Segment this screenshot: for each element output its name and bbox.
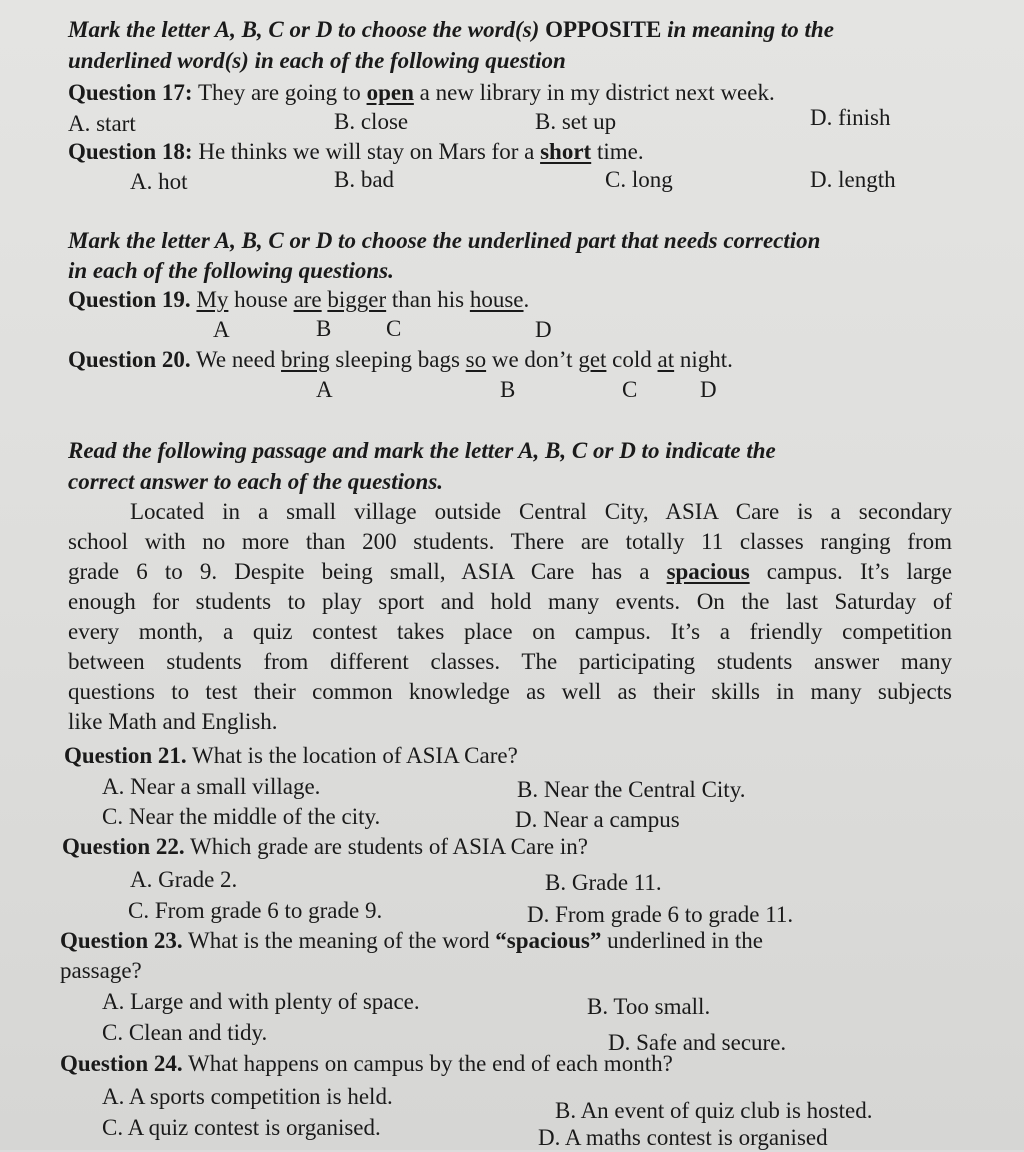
q23-option-c[interactable]: C. Clean and tidy.: [102, 1020, 268, 1045]
section2-instruction-line1: Mark the letter A, B, C or D to choose the underlined part that needs correction: [68, 228, 821, 253]
q17-option-d[interactable]: D. finish: [810, 105, 891, 130]
passage-line: between students from different classes. The participating students answer many: [68, 649, 952, 674]
q22-option-b[interactable]: B. Grade 11.: [545, 870, 662, 895]
q23-option-a[interactable]: A. Large and with plenty of space.: [102, 989, 420, 1014]
question-21: Question 21. What is the location of ASIA Care?: [64, 743, 518, 768]
passage-spacious-word: spacious: [666, 559, 750, 584]
q21-option-a[interactable]: A. Near a small village.: [102, 774, 321, 799]
q18-target-word: short: [540, 139, 592, 164]
question-20: Question 20. We need bring sleeping bags so we don’t get cold at night.: [68, 347, 733, 372]
q24-option-a[interactable]: A. A sports competition is held.: [102, 1084, 393, 1109]
q23-option-b[interactable]: B. Too small.: [587, 994, 711, 1019]
q17-option-a[interactable]: A. start: [68, 111, 136, 136]
q23-option-d[interactable]: D. Safe and secure.: [608, 1030, 787, 1055]
q19-letter-b[interactable]: B: [316, 316, 332, 341]
passage-line: school with no more than 200 students. There are totally 11 classes ranging from: [68, 529, 952, 554]
q24-option-c[interactable]: C. A quiz contest is organised.: [102, 1115, 381, 1140]
q21-option-d[interactable]: D. Near a campus: [515, 807, 680, 832]
reading-passage: [68, 497, 952, 737]
question-19: Question 19. My house are bigger than his house.: [68, 287, 530, 312]
q18-option-b[interactable]: B. bad: [334, 167, 395, 192]
q18-option-c[interactable]: C. long: [605, 167, 673, 192]
section2-instruction-line2: in each of the following questions.: [68, 258, 394, 283]
q20-letter-b[interactable]: B: [500, 377, 516, 402]
q19-part-b: are: [293, 287, 322, 312]
q19-letter-c[interactable]: C: [386, 316, 402, 341]
q18-option-a[interactable]: A. hot: [130, 169, 188, 194]
q17-option-b[interactable]: B. close: [334, 109, 409, 134]
section1-instruction-line1: Mark the letter A, B, C or D to choose the word(s) OPPOSITE in meaning to the: [68, 17, 834, 42]
q19-part-c: bigger: [327, 287, 387, 312]
q20-letter-d[interactable]: D: [700, 377, 717, 402]
q20-part-a: bring: [281, 347, 330, 372]
q20-part-c: get: [578, 347, 607, 372]
q17-option-c[interactable]: B. set up: [535, 109, 617, 134]
q19-letter-a[interactable]: A: [213, 317, 230, 342]
passage-line: questions to test their common knowledge as well as their skills in many subjects: [68, 679, 952, 704]
question-22: Question 22. Which grade are students of ASIA Care in?: [62, 834, 588, 859]
q18-option-d[interactable]: D. length: [810, 167, 896, 192]
q22-option-c[interactable]: C. From grade 6 to grade 9.: [128, 898, 383, 923]
section3-instruction-line2: correct answer to each of the questions.: [68, 469, 444, 494]
question-17: Question 17: They are going to open a new library in my district next week.: [68, 80, 775, 105]
question-23: Question 23. What is the meaning of the word “spacious” underlined in the: [60, 928, 763, 953]
section3-instruction-line1: Read the following passage and mark the letter A, B, C or D to indicate the: [68, 438, 776, 463]
passage-line: Located in a small village outside Central City, ASIA Care is a secondary: [130, 499, 952, 524]
q20-letter-c[interactable]: C: [622, 377, 638, 402]
section1-instruction-line2: underlined word(s) in each of the following question: [68, 48, 566, 73]
q23-quoted-word: “spacious”: [495, 928, 602, 953]
q21-option-c[interactable]: C. Near the middle of the city.: [102, 804, 381, 829]
q24-option-b[interactable]: B. An event of quiz club is hosted.: [555, 1098, 873, 1123]
passage-line: enough for students to play sport and hold many events. On the last Saturday of: [68, 589, 952, 614]
q19-letter-d[interactable]: D: [535, 317, 552, 342]
q24-option-d[interactable]: D. A maths contest is organised: [538, 1125, 828, 1150]
q19-part-d: house: [469, 287, 524, 312]
q21-option-b[interactable]: B. Near the Central City.: [517, 777, 746, 802]
question-18: Question 18: He thinks we will stay on Mars for a short time.: [68, 139, 644, 164]
q20-part-d: at: [657, 347, 675, 372]
q19-part-a: My: [196, 287, 229, 312]
question-23-line2: passage?: [60, 958, 142, 983]
q17-target-word: open: [366, 80, 414, 105]
passage-line: every month, a quiz contest takes place on campus. It’s a friendly competition: [68, 619, 952, 644]
q22-option-d[interactable]: D. From grade 6 to grade 11.: [527, 902, 794, 927]
q20-part-b: so: [465, 347, 487, 372]
q22-option-a[interactable]: A. Grade 2.: [130, 867, 238, 892]
passage-line: grade 6 to 9. Despite being small, ASIA Care has a spacious campus. It’s large: [68, 559, 953, 584]
passage-line: like Math and English.: [68, 709, 278, 734]
q20-letter-a[interactable]: A: [316, 377, 333, 402]
question-24: Question 24. What happens on campus by the end of each month?: [60, 1051, 673, 1076]
